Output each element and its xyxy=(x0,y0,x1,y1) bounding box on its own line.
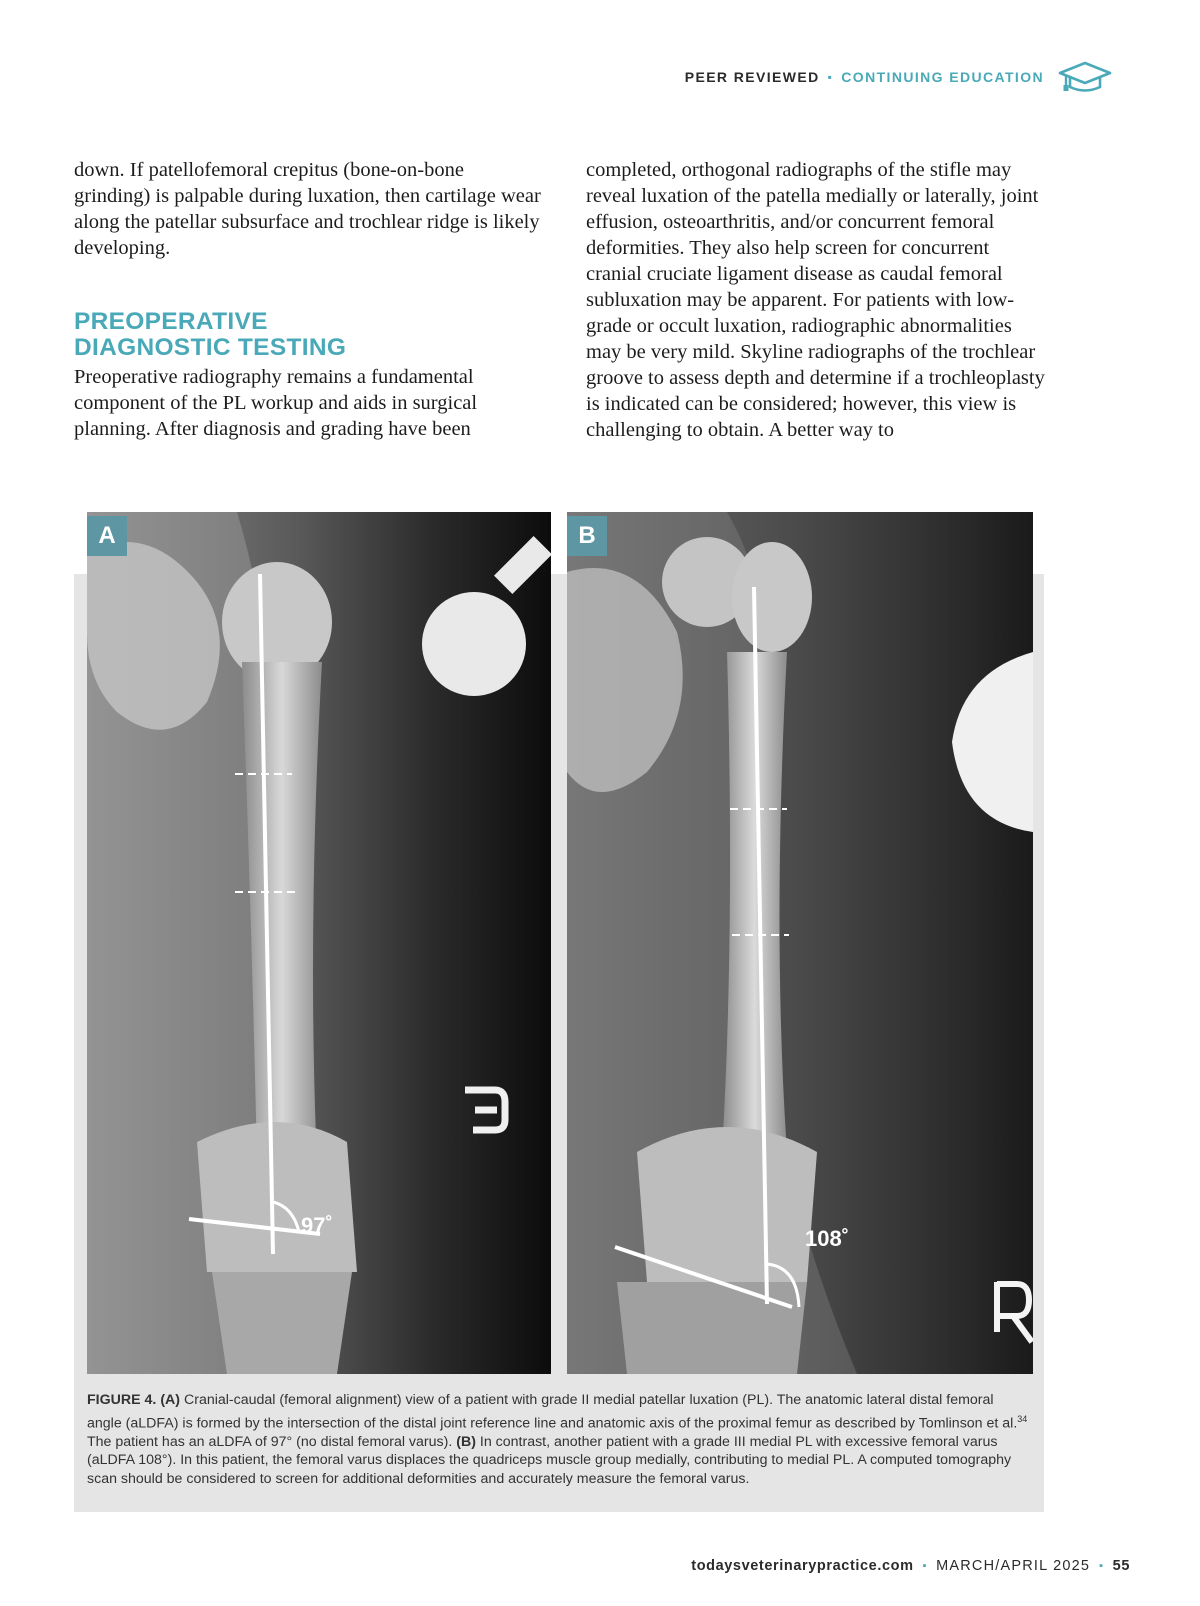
caption-b-text: In contrast, another patient with a grade III medial PL with excessive femoral varus (aLDFA 108°). In this patient, the femoral varus displaces the quadriceps muscle group medially, contributing to medial PL. A computed tomography scan should be considered to screen for additional deformities and accurately measure the femoral varus. xyxy=(87,1433,1012,1487)
header-continuing-education: CONTINUING EDUCATION xyxy=(841,69,1044,85)
right-column xyxy=(586,157,1048,443)
section-heading xyxy=(74,309,544,361)
caption-figure-label: FIGURE 4. xyxy=(87,1392,157,1408)
caption-a-text: Cranial-caudal (femoral alignment) view of a patient with grade II medial patellar luxation (PL). The anatomic lateral distal femoral angle (aLDFA) is formed by the intersection of the distal joint reference line and anatomic axis of the proximal femur as described by Tomlinson et al. xyxy=(87,1392,1018,1432)
caption-a-label: (A) xyxy=(160,1392,181,1408)
header-peer-reviewed: PEER REVIEWED xyxy=(684,69,820,85)
radiograph-a xyxy=(87,512,551,1374)
angle-label-b: 108˚ xyxy=(805,1226,850,1251)
footer-site-link[interactable]: todaysveterinarypractice.com xyxy=(691,1558,914,1574)
left-paragraph-1: down. If patellofemoral crepitus (bone-on-bone grinding) is palpable during luxation, then cartilage wear along the patellar subsurface and trochlear ridge is likely developing. xyxy=(74,159,541,259)
figure-caption xyxy=(87,1391,1032,1488)
section-heading-line-2: DIAGNOSTIC TESTING xyxy=(74,334,347,361)
caption-a-text-2: The patient has an aLDFA of 97° (no distal femoral varus). xyxy=(87,1433,457,1450)
running-header xyxy=(685,64,1112,90)
page-number: 55 xyxy=(1112,1558,1130,1574)
header-separator: ▪ xyxy=(827,70,834,84)
page-footer xyxy=(691,1555,1130,1577)
graduation-cap-icon xyxy=(1058,60,1112,94)
left-column-paragraph-1 xyxy=(74,157,544,261)
angle-label-a: 97˚ xyxy=(301,1213,333,1238)
left-paragraph-2: Preoperative radiography remains a fundamental component of the PL workup and aids in surgical planning. After diagnosis and grading have been xyxy=(74,366,478,440)
panel-label-a: A xyxy=(87,516,127,556)
radiograph-b xyxy=(567,512,1033,1374)
right-paragraph: completed, orthogonal radiographs of the stifle may reveal luxation of the patella medially or laterally, joint effusion, osteoarthritis, and/or concurrent femoral deformities. They also help screen for concurrent cranial cruciate ligament disease as caudal femoral subluxation may be apparent. For patients with low-grade or occult luxation, radiographic abnormalities may be very mild. Skyline radiographs of the trochlear groove to assess depth and determine if a trochleoplasty is indicated can be considered; however, this view is challenging to obtain. A better way to xyxy=(586,159,1045,441)
caption-reference: 34 xyxy=(1017,1413,1028,1424)
footer-separator-2: ▪ xyxy=(1099,1560,1104,1572)
caption-b-label: (B) xyxy=(456,1433,476,1450)
panel-label-b: B xyxy=(567,516,607,556)
footer-separator-1: ▪ xyxy=(922,1560,928,1572)
left-column-paragraph-2 xyxy=(74,364,544,442)
footer-issue-date: MARCH/APRIL 2025 xyxy=(936,1558,1091,1574)
section-heading-line-1: PREOPERATIVE xyxy=(74,308,268,335)
